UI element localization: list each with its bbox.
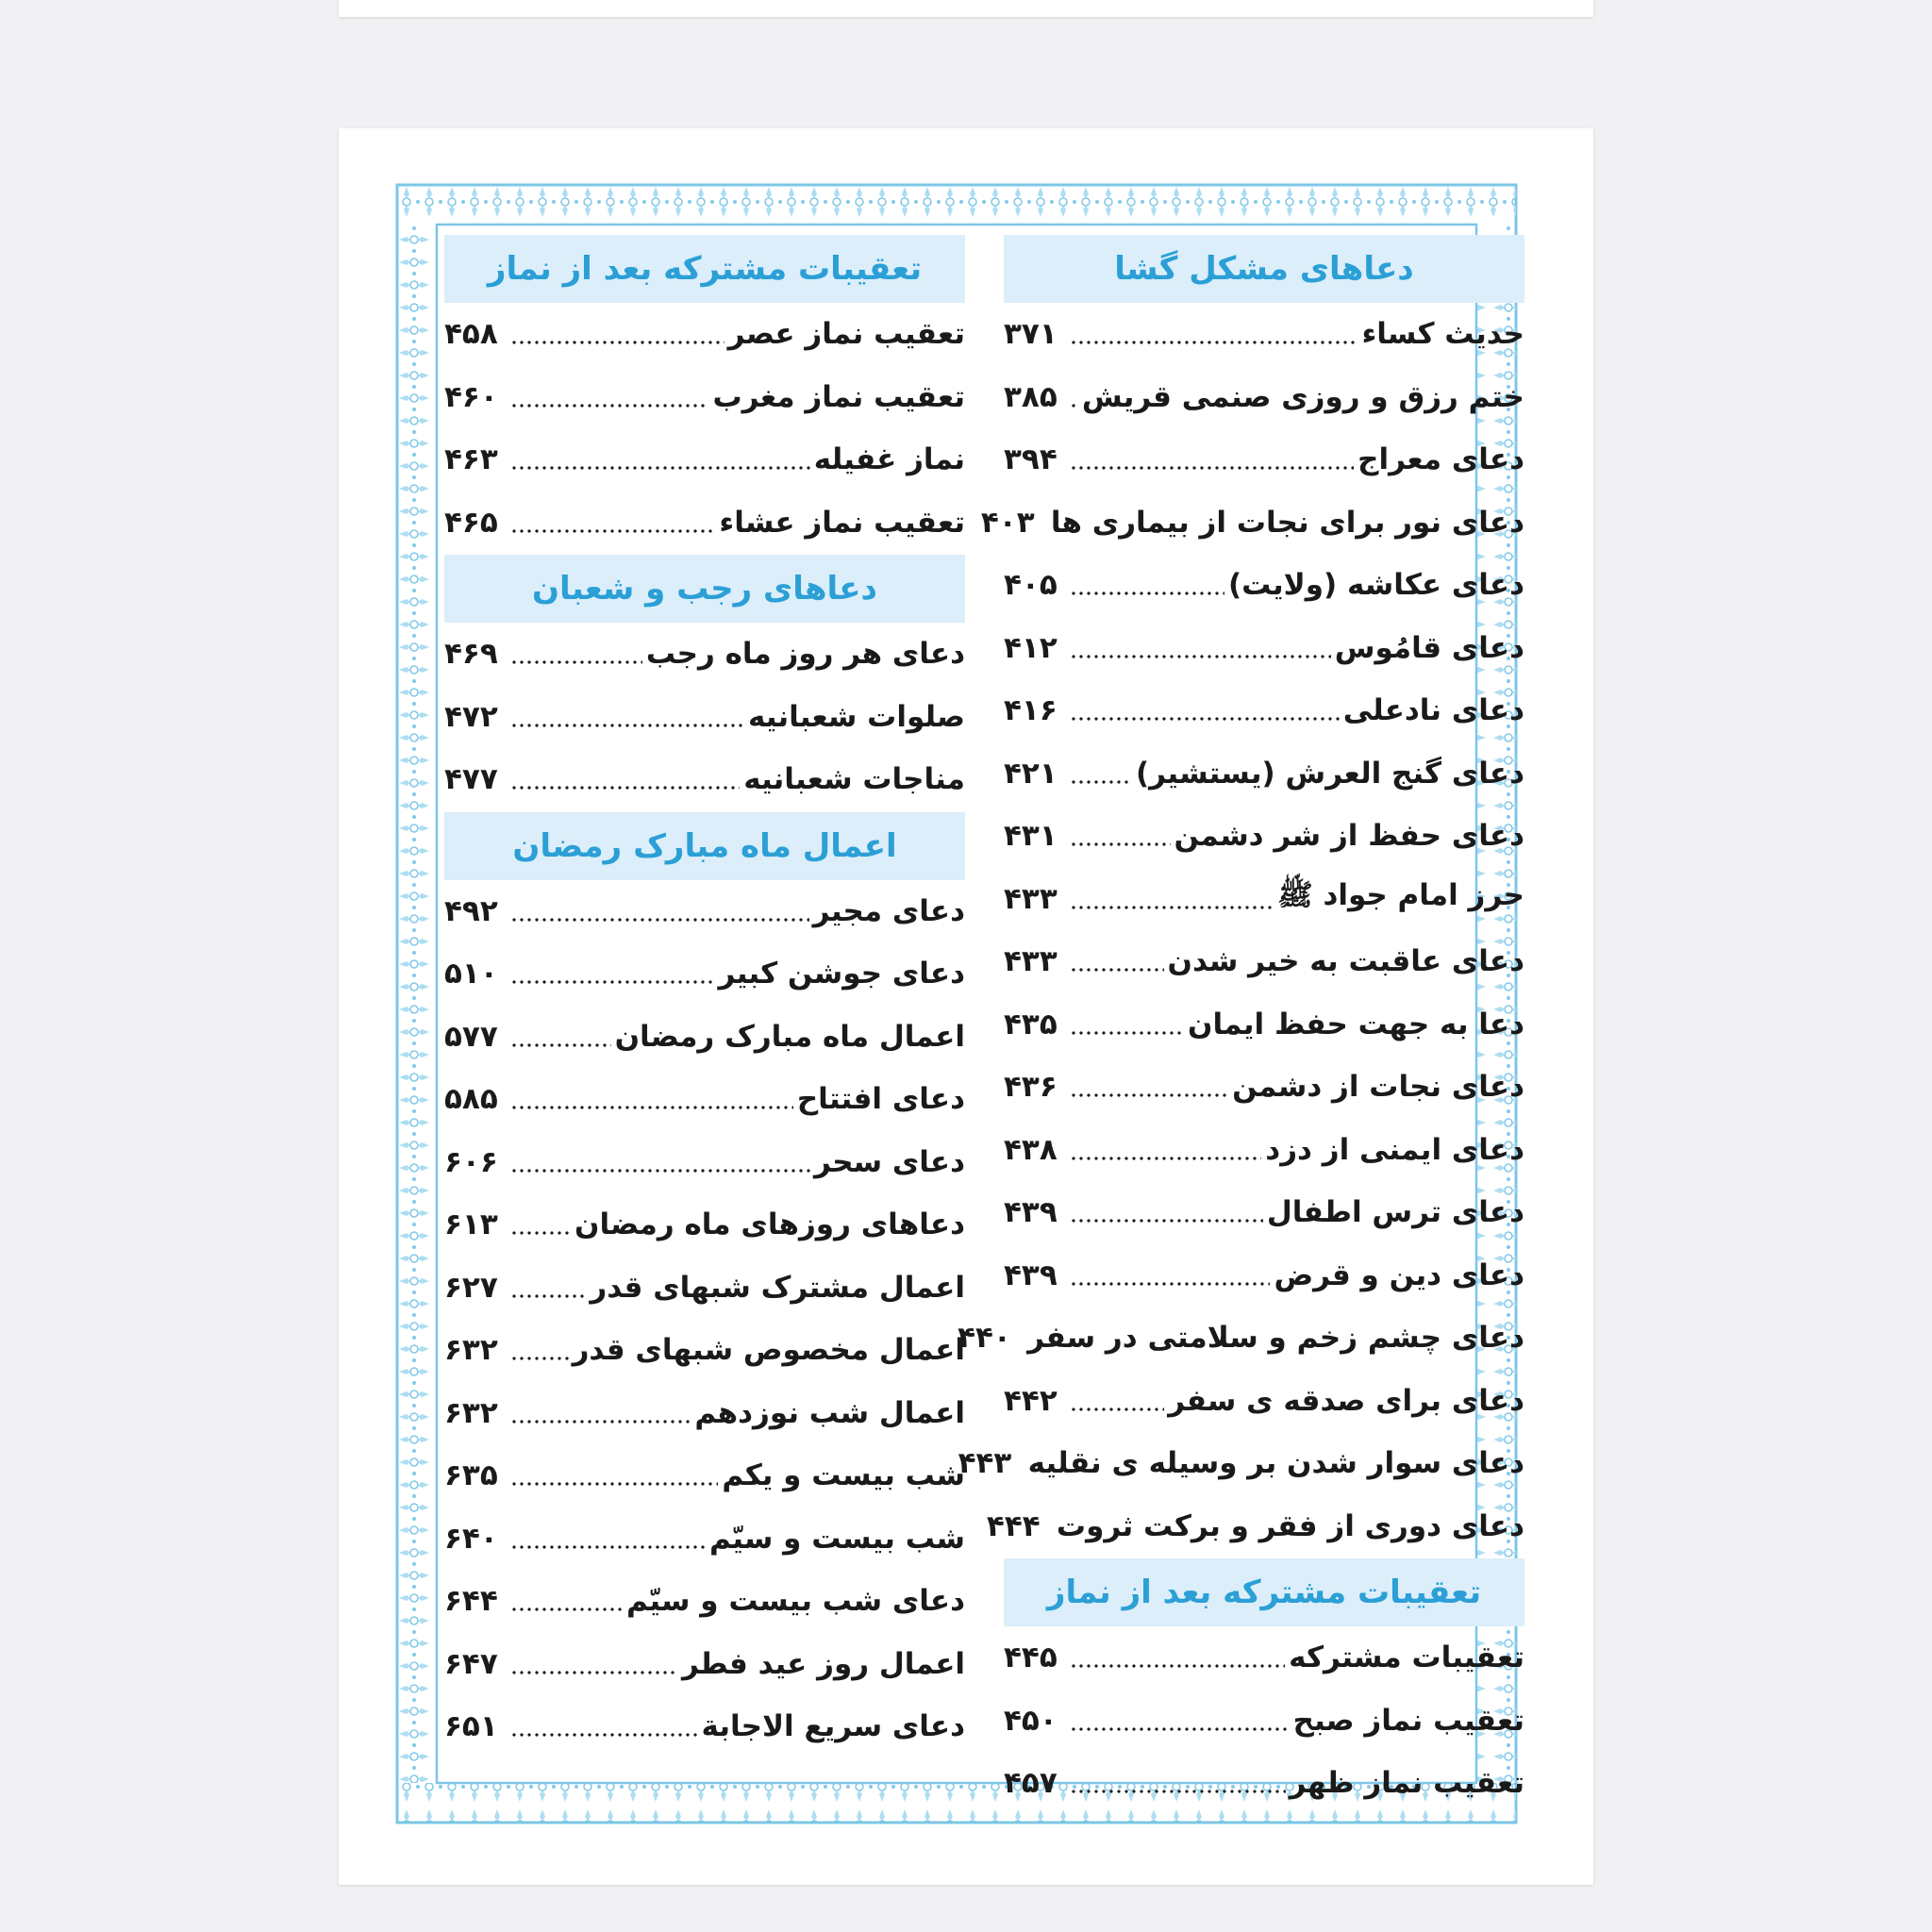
dot-leader [1070, 1727, 1290, 1731]
toc-entry[interactable] [1004, 868, 1524, 931]
dot-leader [510, 341, 724, 344]
toc-entry-title: دعای چشم زخم و سلامتی در سفر [1027, 1321, 1524, 1356]
toc-entry-page-number: ۴۶۹ [444, 637, 498, 672]
toc-entry[interactable] [1004, 1181, 1524, 1244]
toc-entry-page-number: ۴۴۲ [1004, 1383, 1058, 1418]
toc-entry[interactable] [444, 1570, 965, 1633]
dot-leader [1070, 717, 1340, 721]
toc-entry-title: اعمال شب نوزدهم [694, 1395, 965, 1430]
toc-entry-title: دعای ترس اطفال [1266, 1195, 1524, 1230]
dot-leader [510, 1169, 810, 1173]
toc-entry-title: نماز غفیله [813, 442, 965, 477]
toc-entry-page-number: ۴۱۲ [1004, 630, 1058, 665]
toc-entry[interactable] [444, 623, 965, 686]
toc-entry-page-number: ۶۲۷ [444, 1270, 498, 1305]
toc-entry[interactable] [1004, 1752, 1524, 1815]
dot-leader [1070, 404, 1078, 408]
dot-leader [510, 1545, 706, 1549]
toc-entry-page-number: ۴۲۱ [1004, 756, 1058, 791]
toc-entry-title: دعای ایمنی از دزد [1265, 1132, 1524, 1167]
toc-entry-page-number: ۶۱۳ [444, 1208, 498, 1242]
toc-entry-title: دعای جوشن کبیر [718, 957, 965, 991]
toc-entry-page-number: ۴۳۶ [1004, 1070, 1058, 1105]
dot-leader [1070, 1219, 1263, 1223]
toc-entry-page-number: ۴۴۴ [986, 1508, 1041, 1543]
toc-entry-page-number: ۴۱۶ [1004, 693, 1058, 728]
dot-leader [1070, 1407, 1164, 1411]
dot-leader [1070, 842, 1171, 846]
dot-leader [1070, 906, 1274, 909]
dot-leader [510, 980, 714, 984]
dot-leader [1070, 780, 1132, 784]
toc-entry-title: اعمال روز عید فطر [682, 1646, 965, 1681]
dot-leader [1070, 968, 1164, 972]
toc-entry-title: تعقیب نماز مغرب [712, 379, 965, 414]
toc-entry-page-number: ۴۴۵ [1004, 1641, 1058, 1675]
dot-leader [510, 1420, 691, 1424]
toc-entry-title: شب بیست و یکم [722, 1458, 965, 1493]
toc-entry[interactable] [1004, 679, 1524, 742]
toc-entry-page-number: ۴۵۰ [1004, 1703, 1058, 1738]
toc-entry[interactable] [444, 1006, 965, 1069]
toc-entry[interactable] [1004, 1690, 1524, 1753]
toc-entry[interactable] [1004, 805, 1524, 868]
dot-leader [510, 918, 809, 922]
toc-entry[interactable] [444, 1695, 965, 1758]
toc-entry-title: دعای دین و قرض [1274, 1257, 1524, 1292]
toc-entry-page-number: ۴۳۳ [1004, 944, 1058, 979]
toc-entry-page-number: ۴۶۰ [444, 379, 498, 414]
toc-entry-page-number: ۳۹۴ [1004, 442, 1058, 477]
toc-entry[interactable] [1004, 1244, 1524, 1307]
dot-leader [510, 660, 642, 664]
toc-entry-page-number: ۴۶۵ [444, 505, 498, 540]
toc-column-left [444, 234, 965, 1758]
toc-entry[interactable] [1004, 1626, 1524, 1690]
dot-leader [1070, 1031, 1184, 1035]
toc-entry-page-number: ۶۳۲ [444, 1395, 498, 1430]
dot-leader [1070, 1790, 1286, 1793]
toc-entry[interactable] [1004, 930, 1524, 993]
toc-entry-title: دعای عاقبت به خیر شدن [1167, 944, 1524, 979]
toc-entry[interactable] [444, 1444, 965, 1507]
dot-leader [510, 529, 715, 533]
toc-entry[interactable] [1004, 993, 1524, 1057]
toc-entry-page-number: ۴۷۷ [444, 762, 498, 797]
toc-entry-page-number: ۴۰۵ [1004, 568, 1058, 603]
toc-entry-title: ختم رزق و روزی صنمی قریش [1081, 379, 1524, 414]
section-heading: اعمال ماه مبارک رمضان [444, 812, 965, 880]
toc-entry-title: دعای قامُوس [1334, 630, 1524, 665]
toc-entry[interactable] [1004, 1119, 1524, 1182]
toc-entry-title: دعای سوار شدن بر وسیله ی نقلیه [1027, 1446, 1524, 1481]
toc-entry[interactable] [444, 1382, 965, 1445]
toc-entry[interactable] [444, 748, 965, 811]
toc-entry-title: شب بیست و سیّم [708, 1521, 965, 1556]
toc-entry-title: دعای نادعلی [1342, 693, 1524, 728]
toc-entry-title: دعای حفظ از شر دشمن [1174, 819, 1524, 854]
toc-entry-page-number: ۶۵۱ [444, 1709, 498, 1744]
toc-entry-title: دعای نجات از دشمن [1232, 1070, 1524, 1105]
toc-entry-title: دعای شب بیست و سیّم [626, 1584, 965, 1619]
toc-entry-title: دعای دوری از فقر و برکت ثروت [1056, 1508, 1524, 1543]
dot-leader [510, 466, 810, 470]
toc-entry-page-number: ۳۷۱ [1004, 317, 1058, 352]
toc-entry-page-number: ۴۴۰ [958, 1321, 1011, 1356]
toc-entry[interactable] [444, 1319, 965, 1382]
toc-entry-page-number: ۵۱۰ [444, 957, 498, 991]
toc-entry-title: حدیث کساء [1361, 317, 1524, 352]
toc-entry-page-number: ۶۴۴ [444, 1584, 498, 1619]
toc-entry-title: دعای سریع الاجابة [701, 1709, 965, 1744]
toc-entry-title: دعای نور برای نجات از بیماری ها [1050, 505, 1524, 540]
toc-entry-page-number: ۴۳۱ [1004, 819, 1058, 854]
dot-leader [510, 1231, 571, 1235]
toc-entry-page-number: ۴۳۸ [1004, 1132, 1058, 1167]
toc-entry-page-number: ۶۰۶ [444, 1144, 498, 1179]
dot-leader [510, 1106, 793, 1109]
toc-entry-title: دعای گنج العرش (یستشیر) [1135, 756, 1524, 791]
toc-entry[interactable] [444, 491, 965, 555]
section-heading: تعقیبات مشترکه بعد از نماز [1004, 1558, 1524, 1626]
toc-entry-page-number: ۴۶۳ [444, 442, 498, 477]
toc-entry-title: دعای مجیر [812, 893, 965, 928]
dot-leader [1070, 1664, 1285, 1668]
section-heading: دعاهای رجب و شعبان [444, 555, 965, 623]
dot-leader [510, 786, 740, 790]
toc-entry-title: تعقیبات مشترکه [1289, 1641, 1524, 1675]
toc-entry[interactable] [1004, 617, 1524, 680]
toc-entry[interactable] [444, 1257, 965, 1320]
dot-leader [510, 1671, 678, 1674]
toc-entry-title: دعای برای صدقه ی سفر [1168, 1383, 1524, 1418]
toc-entry-title: دعای هر روز ماه رجب [645, 637, 965, 672]
toc-entry-page-number: ۴۴۳ [958, 1446, 1012, 1481]
dot-leader [510, 1043, 611, 1047]
dot-leader [510, 1607, 623, 1611]
toc-entry-page-number: ۴۳۹ [1004, 1257, 1058, 1292]
toc-column-right [958, 234, 1524, 1815]
toc-entry-page-number: ۵۸۵ [444, 1082, 498, 1117]
toc-entry-page-number: ۴۳۳ [1004, 881, 1058, 916]
toc-entry[interactable] [444, 1507, 965, 1571]
toc-entry-title: دعای افتتاح [796, 1082, 965, 1117]
toc-entry-title: دعاهای روزهای ماه رمضان [575, 1208, 965, 1242]
toc-entry-page-number: ۴۰۳ [980, 505, 1035, 540]
dot-leader [1070, 1157, 1261, 1160]
toc-entry[interactable] [1004, 742, 1524, 806]
toc-entry[interactable] [958, 1432, 1524, 1495]
toc-entry-page-number: ۵۷۷ [444, 1019, 498, 1054]
toc-entry-page-number: ۶۴۷ [444, 1646, 498, 1681]
toc-entry-page-number: ۴۵۸ [444, 317, 498, 352]
toc-entry-title: تعقیب نماز صبح [1292, 1703, 1524, 1738]
toc-entry-page-number: ۶۳۲ [444, 1333, 498, 1368]
table-of-contents-page [339, 128, 1593, 1885]
toc-entry-page-number: ۶۳۵ [444, 1458, 498, 1493]
dot-leader [1070, 591, 1224, 595]
dot-leader [1070, 655, 1331, 658]
toc-entry-title: صلوات شعبانیه [748, 699, 965, 734]
toc-entry[interactable] [1004, 554, 1524, 617]
toc-entry[interactable] [1004, 428, 1524, 491]
toc-entry[interactable] [444, 686, 965, 749]
toc-entry[interactable] [444, 942, 965, 1006]
toc-entry[interactable] [958, 1307, 1524, 1370]
dot-leader [510, 404, 708, 408]
toc-entry-title: دعای سحر [813, 1144, 965, 1179]
toc-entry[interactable] [1004, 1370, 1524, 1433]
toc-entry[interactable] [444, 1633, 965, 1696]
toc-entry[interactable] [444, 366, 965, 429]
dot-leader [1070, 341, 1357, 344]
toc-entry-title: حرز امام جواد ﷺ [1277, 878, 1524, 913]
dot-leader [510, 1733, 698, 1737]
toc-entry-page-number: ۴۳۹ [1004, 1195, 1058, 1230]
toc-entry[interactable] [980, 491, 1524, 555]
toc-entry[interactable] [986, 1495, 1524, 1558]
dot-leader [510, 1357, 569, 1360]
dot-leader [1070, 1093, 1228, 1097]
previous-page-edge [339, 0, 1593, 17]
toc-entry[interactable] [1004, 366, 1524, 429]
toc-entry-title: تعقیب نماز عشاء [719, 505, 965, 540]
toc-entry-page-number: ۳۸۵ [1004, 379, 1058, 414]
toc-entry[interactable] [1004, 1056, 1524, 1119]
toc-entry-title: تعقیب نماز ظهر [1289, 1766, 1524, 1801]
dot-leader [1070, 466, 1354, 470]
dot-leader [510, 724, 744, 727]
toc-entry-title: دعا به جهت حفظ ایمان [1188, 1007, 1524, 1041]
toc-entry[interactable] [444, 1131, 965, 1194]
toc-entry-page-number: ۴۳۵ [1004, 1007, 1058, 1041]
toc-entry[interactable] [444, 880, 965, 943]
toc-entry[interactable] [444, 303, 965, 366]
toc-entry-title: اعمال مشترک شبهای قدر [590, 1270, 965, 1305]
toc-entry-title: تعقیب نماز عصر [727, 317, 965, 352]
toc-entry-title: مناجات شعبانیه [743, 762, 965, 797]
toc-entry-page-number: ۴۷۲ [444, 699, 498, 734]
toc-entry[interactable] [444, 1193, 965, 1257]
toc-entry[interactable] [1004, 303, 1524, 366]
toc-entry-title: اعمال ماه مبارک رمضان [614, 1019, 965, 1054]
section-heading: دعاهای مشکل گشا [1004, 235, 1524, 303]
toc-entry-page-number: ۶۴۰ [444, 1521, 498, 1556]
toc-entry-title: دعای عکاشه (ولایت) [1228, 568, 1524, 603]
dot-leader [1070, 1282, 1270, 1286]
dot-leader [510, 1482, 718, 1486]
toc-entry[interactable] [444, 1068, 965, 1131]
toc-entry[interactable] [444, 428, 965, 491]
dot-leader [510, 1294, 586, 1298]
toc-entry-page-number: ۴۹۲ [444, 893, 498, 928]
section-heading: تعقیبات مشترکه بعد از نماز [444, 235, 965, 303]
toc-entry-title: اعمال مخصوص شبهای قدر [572, 1333, 965, 1368]
toc-entry-title: دعای معراج [1357, 442, 1524, 477]
toc-entry-page-number: ۴۵۷ [1004, 1766, 1058, 1801]
